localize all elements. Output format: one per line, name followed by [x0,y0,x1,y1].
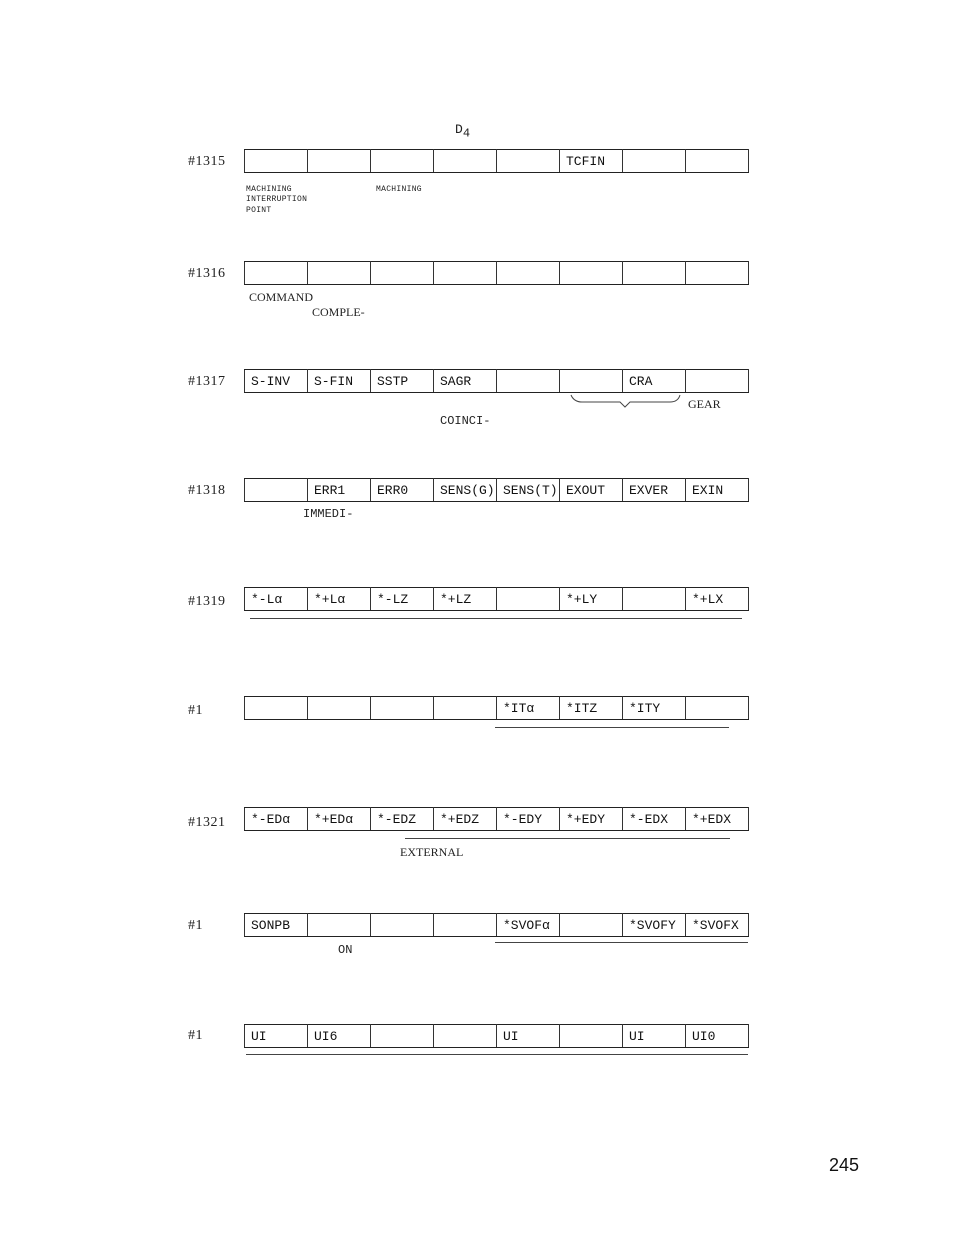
register-1319-row [244,587,749,611]
register-bit [686,150,749,173]
note-gear: GEAR [688,397,721,411]
register-bit: *SVOFX [686,914,749,937]
page-number: 245 [829,1155,860,1175]
register-bit: TCFIN [560,150,623,173]
register-bit: SONPB [245,914,308,937]
register-label: #1319 [188,594,226,609]
register-bit [686,370,749,393]
register-bit [245,479,308,502]
register-1315-row [244,149,749,173]
register-bit: S-INV [245,370,308,393]
register-label: #1321 [188,815,226,830]
register-bit: *ITα [497,697,560,720]
register-label: #1 [188,703,203,718]
group-underline [495,942,748,943]
register-bit [434,697,497,720]
register-bit: *+LX [686,588,749,611]
header-d-base: D [455,122,463,137]
register-bit [686,697,749,720]
register-bit [371,697,434,720]
register-1323-row [244,1024,749,1048]
register-bit: UI0 [686,1025,749,1048]
register-bit [623,262,686,285]
register-1318-row [244,478,749,502]
note-machining-2: MACHINING [376,185,422,194]
register-bit [434,150,497,173]
register-1320-row [244,696,749,720]
register-bit [434,1025,497,1048]
register-bit [497,262,560,285]
register-1322-row [244,913,749,937]
register-bit [434,914,497,937]
register-bit [245,262,308,285]
note-immedi: IMMEDI- [303,507,354,521]
register-bit [497,370,560,393]
register-bit [497,150,560,173]
note-command: COMMAND [249,290,314,304]
register-bit: *-Lα [245,588,308,611]
register-bit: *+EDα [308,808,371,831]
group-underline [495,727,729,728]
note-machining: MACHINING [246,185,292,194]
note-interruption: INTERRUPTION [246,195,308,204]
register-bit [497,588,560,611]
group-underline [250,618,742,619]
note-comple: COMPLE- [312,305,365,319]
register-bit: *SVOFY [623,914,686,937]
note-external: EXTERNAL [400,845,464,859]
register-bit [686,262,749,285]
register-bit: *-EDX [623,808,686,831]
register-bit: SSTP [371,370,434,393]
note-coinci: COINCI- [440,414,491,428]
register-bit [308,697,371,720]
register-bit [623,588,686,611]
register-bit [560,1025,623,1048]
register-label: #1 [188,1028,203,1043]
register-bit [371,914,434,937]
register-label: #1316 [188,266,226,281]
register-bit: ERR1 [308,479,371,502]
register-bit [245,150,308,173]
register-bit [371,1025,434,1048]
register-bit [434,262,497,285]
register-bit: *+LY [560,588,623,611]
register-bit [560,370,623,393]
register-label: #1317 [188,374,226,389]
register-bit: EXOUT [560,479,623,502]
register-bit [371,262,434,285]
register-bit [371,150,434,173]
gear-brace [570,394,682,410]
register-bit: UI [623,1025,686,1048]
register-bit [308,150,371,173]
register-bit [560,914,623,937]
register-bit [308,914,371,937]
register-bit: *+EDX [686,808,749,831]
register-1321-row [244,807,749,831]
note-on: ON [338,943,353,957]
register-bit: *-EDα [245,808,308,831]
register-1316-row [244,261,749,285]
register-bit: SENS(T) [497,479,560,502]
group-underline [405,838,730,839]
register-bit: *SVOFα [497,914,560,937]
register-bit: S-FIN [308,370,371,393]
register-label: #1 [188,918,203,933]
register-bit: EXIN [686,479,749,502]
register-bit: SENS(G) [434,479,497,502]
register-bit: *+Lα [308,588,371,611]
register-bit: SAGR [434,370,497,393]
register-bit: *-EDZ [371,808,434,831]
register-bit: *+EDY [560,808,623,831]
register-bit: UI6 [308,1025,371,1048]
group-underline [246,1054,748,1055]
register-bit: UI [245,1025,308,1048]
register-bit: *+EDZ [434,808,497,831]
note-point: POINT [246,206,272,215]
register-1317-row [244,369,749,393]
header-d4 [455,122,470,141]
register-label: #1315 [188,154,226,169]
register-bit: UI [497,1025,560,1048]
register-bit: *-EDY [497,808,560,831]
register-bit [623,150,686,173]
register-label: #1318 [188,483,226,498]
register-bit [560,262,623,285]
register-bit: *-LZ [371,588,434,611]
header-d-sub: 4 [462,126,471,141]
register-bit: *ITY [623,697,686,720]
register-bit: CRA [623,370,686,393]
register-bit: *ITZ [560,697,623,720]
register-bit [308,262,371,285]
register-bit: *+LZ [434,588,497,611]
register-bit: ERR0 [371,479,434,502]
register-bit [245,697,308,720]
register-bit: EXVER [623,479,686,502]
